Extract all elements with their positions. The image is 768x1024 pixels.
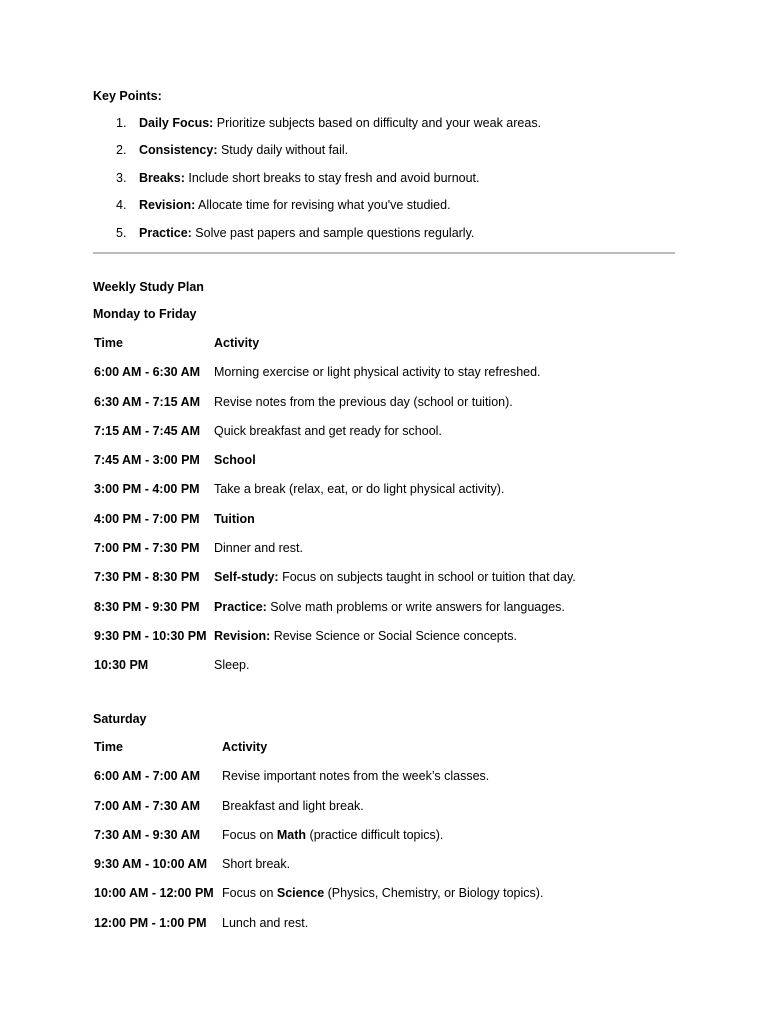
activity-bold-text: Tuition [214,511,255,526]
key-point-text [139,225,474,241]
time-column-header: Time [94,740,123,754]
activity-cell [214,481,504,497]
key-point-label: Breaks: [139,170,185,185]
activity-cell [214,364,541,380]
activity-cell [214,540,303,556]
key-point-description: Include short breaks to stay fresh and avoid burnout. [184,170,480,185]
key-point-number: 2. [116,143,127,158]
activity-bold-text: Self-study: [214,570,279,585]
time-cell: 6:00 AM - 6:30 AM [94,365,201,380]
activity-text: Quick breakfast and get ready for school. [214,423,442,438]
time-cell: 7:45 AM - 3:00 PM [94,453,200,468]
activity-column-header: Activity [214,336,260,350]
activity-cell [222,827,443,843]
time-cell: 7:00 AM - 7:30 AM [94,798,201,813]
key-point-text [139,142,348,158]
time-cell: 9:30 AM - 10:00 AM [94,857,207,872]
time-cell: 10:30 PM [94,658,149,673]
key-point-number: 5. [116,225,127,240]
time-cell: 3:00 PM - 4:00 PM [94,482,200,497]
activity-bold-text: Practice: [214,599,267,614]
activity-text: Focus on [222,827,277,842]
activity-bold-text: Revision: [214,628,271,643]
key-points-title: Key Points: [93,89,162,103]
key-point-description: Allocate time for revising what you've studied. [195,198,451,213]
time-column-header: Time [94,336,123,350]
activity-text: Focus on [222,886,277,901]
activity-text-suffix: (Physics, Chemistry, or Biology topics). [324,886,544,901]
activity-bold-text: Math [276,827,307,842]
activity-text: Breakfast and light break. [222,798,364,813]
key-point-description: Prioritize subjects based on difficulty and your weak areas. [213,116,542,130]
activity-text-suffix: (practice difficult topics). [306,827,444,842]
activity-cell [222,856,290,872]
activity-text: Sleep. [214,658,250,673]
time-cell: 7:00 PM - 7:30 PM [94,541,200,556]
activity-cell [214,423,442,439]
activity-bold-text: Science [276,886,325,901]
activity-text: Short break. [222,857,291,872]
weekly-plan-title: Weekly Study Plan [93,280,204,294]
saturday-heading: Saturday [93,712,147,726]
activity-text: Revise notes from the previous day (school or tuition). [214,394,513,409]
key-point-description: Solve past papers and sample questions regularly. [191,225,475,240]
time-cell: 9:30 PM - 10:30 PM [94,628,207,643]
key-point-number: 1. [116,116,127,130]
activity-cell [222,768,489,784]
key-point-label: Daily Focus: [139,116,214,130]
activity-text: Solve math problems or write answers for languages. [266,599,565,614]
activity-cell [214,394,513,410]
time-cell: 7:30 PM - 8:30 PM [94,570,200,585]
activity-text: Revise important notes from the week’s classes. [222,769,490,784]
activity-text: Dinner and rest. [214,541,303,556]
activity-column-header: Activity [222,740,268,754]
key-point-number: 3. [116,170,127,185]
key-point-text [139,170,480,186]
time-cell: 7:30 AM - 9:30 AM [94,827,201,842]
time-cell: 7:15 AM - 7:45 AM [94,423,201,438]
key-point-label: Revision: [139,198,196,213]
time-cell: 6:30 AM - 7:15 AM [94,394,201,409]
time-cell: 10:00 AM - 12:00 PM [94,886,214,901]
activity-cell [214,452,256,468]
time-cell: 6:00 AM - 7:00 AM [94,769,201,784]
activity-cell [214,628,517,644]
key-point-label: Practice: [139,225,192,240]
activity-text: Focus on subjects taught in school or tuition that day. [278,570,576,585]
key-point-number: 4. [116,198,127,213]
key-point-text [139,115,541,131]
time-cell: 4:00 PM - 7:00 PM [94,511,200,526]
activity-cell [214,569,576,585]
activity-cell [214,657,249,673]
key-point-text [139,197,451,213]
time-cell: 8:30 PM - 9:30 PM [94,599,200,614]
time-cell: 12:00 PM - 1:00 PM [94,915,207,930]
activity-cell [214,599,565,615]
activity-text: Revise Science or Social Science concepts. [270,628,517,643]
activity-cell [214,511,255,527]
activity-bold-text: School [214,453,256,468]
activity-text: Take a break (relax, eat, or do light physical activity). [214,482,505,497]
key-point-label: Consistency: [139,143,218,158]
activity-cell [222,798,364,814]
horizontal-divider [93,252,675,254]
activity-text: Morning exercise or light physical activity to stay refreshed. [214,365,541,380]
weekday-heading: Monday to Friday [93,307,197,321]
activity-cell [222,915,308,931]
activity-cell [222,885,543,901]
activity-text: Lunch and rest. [222,915,309,930]
key-point-description: Study daily without fail. [217,143,349,158]
